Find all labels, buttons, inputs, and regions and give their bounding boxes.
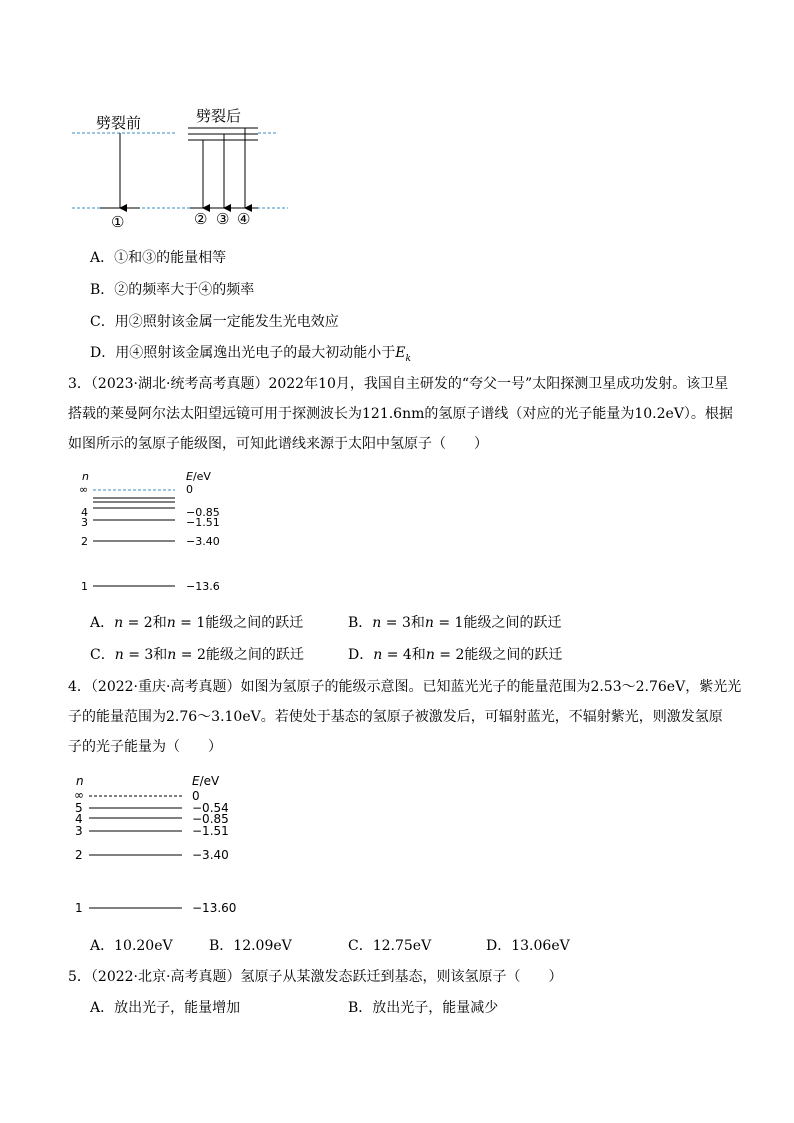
q4-e-inf: 0	[192, 789, 200, 803]
transition-label-2: ②	[194, 210, 208, 228]
q4-n-inf: ∞	[74, 788, 84, 802]
q4-n-2: 2	[75, 848, 83, 862]
q4-stem-line3: 子的光子能量为（ ）	[68, 739, 222, 755]
q4-option-c[interactable]: C．12.75eV	[348, 938, 432, 954]
q5-stem: 5．（2022·北京·高考真题）氢原子从某激发态跃迁到基态，则该氢原子（ ）	[68, 969, 563, 985]
q4-e-3: −1.51	[192, 824, 229, 838]
q3-e-4: −0.85	[186, 506, 220, 519]
q3-n-1: 1	[81, 580, 88, 593]
transition-label-3: ③	[216, 210, 230, 228]
q3-e-axis-label: E/eV	[186, 470, 211, 483]
q5-option-a[interactable]: A．放出光子，能量增加	[90, 1000, 241, 1016]
q2-option-c[interactable]: C．用②照射该金属一定能发生光电效应	[90, 314, 339, 330]
q4-stem-line2: 子的能量范围为2.76～3.10eV。若使处于基态的氢原子被激发后，可辐射蓝光，不辐射紫光，则激发氢原	[68, 709, 723, 725]
q3-n-axis-label: n	[82, 470, 89, 483]
q4-e-4: −0.85	[192, 812, 229, 826]
q3-e-2: −3.40	[186, 535, 220, 548]
q3-e-1: −13.6	[186, 580, 220, 593]
q4-e-2: −3.40	[192, 848, 229, 862]
after-split-label: 劈裂后	[196, 107, 242, 125]
before-split-label: 劈裂前	[96, 114, 142, 132]
transition-label-4: ④	[237, 210, 251, 228]
q3-n-3: 3	[81, 516, 88, 529]
q2-option-d[interactable]: D．用④照射该金属逸出光电子的最大初动能小于$E_k$	[90, 345, 411, 364]
q3-stem-line1: 3．（2023·湖北·统考高考真题）2022年10月，我国自主研发的“夸父一号”太阳探测卫星成功发射。该卫星	[68, 376, 729, 392]
q4-option-d[interactable]: D．13.06eV	[486, 938, 570, 954]
q3-option-b[interactable]: B．n = 3和n = 1能级之间的跃迁	[348, 615, 562, 631]
q4-n-axis-label: n	[76, 774, 84, 788]
q3-e-inf: 0	[186, 483, 193, 496]
q3-stem-line3: 如图所示的氢原子能级图，可知此谱线来源于太阳中氢原子（ ）	[68, 436, 488, 452]
q4-e-5: −0.54	[192, 801, 229, 815]
q3-n-4: 4	[81, 506, 88, 519]
q3-option-a[interactable]: A．n = 2和n = 1能级之间的跃迁	[90, 615, 304, 631]
q4-e-axis-label: E/eV	[192, 774, 220, 788]
q3-n-inf: ∞	[79, 483, 89, 496]
transition-label-1: ①	[111, 213, 125, 231]
q4-stem-line1: 4．（2022·重庆·高考真题）如图为氢原子的能级示意图。已知蓝光光子的能量范围为2.53～2.76eV，紫光光	[68, 679, 742, 695]
q3-e-3: −1.51	[186, 516, 220, 529]
q2-option-b[interactable]: B．②的频率大于④的频率	[90, 282, 255, 298]
q5-option-b[interactable]: B．放出光子，能量减少	[348, 1000, 499, 1016]
q3-stem-line2: 搭载的莱曼阿尔法太阳望远镜可用于探测波长为121.6nm的氢原子谱线（对应的光子能量为10.2eV）。根据	[68, 406, 733, 422]
q3-option-c[interactable]: C．n = 3和n = 2能级之间的跃迁	[90, 647, 304, 663]
q3-option-d[interactable]: D．n = 4和n = 2能级之间的跃迁	[348, 647, 563, 663]
q2-option-a[interactable]: A．①和③的能量相等	[90, 250, 227, 266]
q4-e-1: −13.60	[192, 901, 237, 915]
q3-n-2: 2	[81, 535, 88, 548]
q4-n-4: 4	[75, 812, 83, 826]
q4-n-5: 5	[75, 801, 83, 815]
q4-option-b[interactable]: B．12.09eV	[209, 938, 292, 954]
q4-option-a[interactable]: A．10.20eV	[90, 938, 173, 954]
q4-n-3: 3	[75, 824, 83, 838]
q4-n-1: 1	[75, 901, 83, 915]
